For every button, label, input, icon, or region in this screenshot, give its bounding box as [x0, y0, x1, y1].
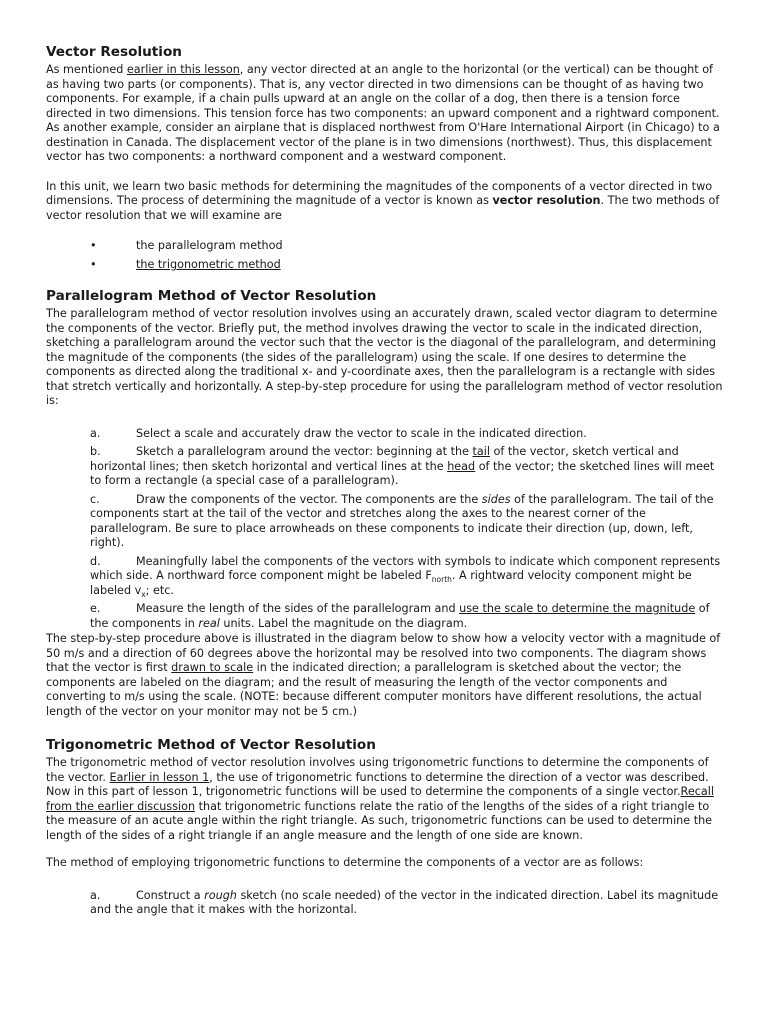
- list-item: [46, 255, 726, 274]
- paragraph-vector-intro: As mentioned earlier in this lesson, any vector directed at an angle to the horizontal (or the vertical) can be thought of as having two parts (or components). That is, any vector directed in two dimensions can be thought of as having two components. For example, if a chain pulls upward at an angle on the collar of a dog, then there is a tension force directed in two dimensions. This tension force has two components: an upward component and a rightward component. As another example, consider an airplane that is displaced northwest from O'Hare International Airport (in Chicago) to a destination in Canada. The displacement vector of the plane is in two dimensions (northwest). Thus, this displacement vector has two components: a northward component and a westward component.: [46, 63, 720, 163]
- list-item: a. Select a scale and accurately draw the vector to scale in the indicated direction.: [90, 426, 587, 440]
- paragraph-trig-method: The method of employing trigonometric functions to determine the components of a vector are as follows:: [46, 856, 644, 869]
- list-item: e. Measure the length of the sides of the parallelogram and use the scale to determine the magnitude of the components in real units. Label the magnitude on the diagram.: [90, 602, 710, 630]
- paragraph-diagram-explanation: The step-by-step procedure above is illustrated in the diagram below to show how a velocity vector with a magnitude of 50 m/s and a direction of 60 degrees above the horizontal may be resolved into two components. The diagram shows that the vector is first drawn to scale in the indicated direction; a parallelogram is sketched about the vector; the components are labeled on the diagram; and the result of measuring the length of the vector components and converting to m/s using the scale. (NOTE: because different computer monitors have different resolutions, the actual length of the vector on your monitor may not be 5 cm.): [46, 632, 721, 718]
- recall-discussion-link[interactable]: Recall from the earlier discussion: [46, 785, 714, 813]
- section-title-parallelogram: Parallelogram Method of Vector Resolution: [46, 288, 377, 304]
- section-title-vector-resolution: Vector Resolution: [46, 44, 182, 60]
- earlier-lesson-link[interactable]: earlier in this lesson: [126, 63, 240, 76]
- document-page: [46, 44, 726, 922]
- list-item: • the parallelogram method: [46, 236, 726, 255]
- list-item: c. Draw the components of the vector. The components are the sides of the parallelogram. The tail of the components start at the tail of the vector and stretches along the axes to the nearest corner of the parallelogram. Be sure to place arrowheads on these components to indicate their direction (up, down, left, right).: [90, 492, 714, 549]
- parallelogram-steps: [46, 427, 726, 632]
- earlier-lesson-1-link[interactable]: Earlier in lesson 1: [109, 770, 210, 784]
- methods-list: [46, 236, 726, 274]
- paragraph-parallelogram-intro: The parallelogram method of vector resolution involves using an accurately drawn, scaled vector diagram to determine the components of the vector. Briefly put, the method involves drawing the vector to scale in the indicated direction, sketching a parallelogram around the vector such that the vector is the diagonal of the parallelogram, and determining the magnitude of the components (the sides of the parallelogram) using the scale. If one desires to determine the components as directed along the traditional x- and y-coordinate axes, then the parallelogram is a rectangle with sides that stretch vertically and horizontally. A step-by-step procedure for using the parallelogram method of vector resolution is:: [46, 307, 723, 407]
- bullet-icon: •: [90, 258, 97, 271]
- list-item: a. Construct a rough sketch (no scale needed) of the vector in the indicated direction. Label its magnitude and the angle that it makes with the horizontal.: [90, 888, 719, 916]
- paragraph-trig-intro: The trigonometric method of vector resolution involves using trigonometric functions to determine the components of the vector. Earlier in lesson 1, the use of trigonometric functions to determine the direction of a vector was described. Now in this part of lesson 1, trigonometric functions will be used to determine the components of a single vector.Recall from the earlier discussion that trigonometric functions relate the ratio of the lengths of the sides of a right triangle to the measure of an acute angle within the right triangle. As such, trigonometric functions can be used to determine the length of the sides of a right triangle if an angle measure and the length of one side are known.: [46, 756, 714, 842]
- drawn-to-scale-link[interactable]: drawn to scale: [171, 661, 254, 674]
- trig-steps: [46, 889, 726, 918]
- trigonometric-method-link[interactable]: the trigonometric method: [136, 258, 281, 271]
- list-item: b. Sketch a parallelogram around the vector: beginning at the tail of the vector, sketch vertical and horizontal lines; then sketch horizontal and vertical lines at the head of the vector; the sketched lines will meet to form a rectangle (a special case of a parallelogram).: [90, 445, 715, 487]
- use-scale-link[interactable]: use the scale to determine the magnitude: [459, 602, 696, 615]
- list-item: d. Meaningfully label the components of the vectors with symbols to indicate which component represents which side. A northward force component might be labeled $F_{north}$. A rightward velocity component might be labeled $v_x$; etc.: [90, 554, 721, 599]
- section-title-trigonometric: Trigonometric Method of Vector Resolution: [46, 737, 376, 753]
- bullet-icon: •: [90, 239, 97, 252]
- paragraph-methods-intro: In this unit, we learn two basic methods for determining the magnitudes of the components of a vector directed in two dimensions. The process of determining the magnitude of a vector is known as vector resolution. The two methods of vector resolution that we will examine are: [46, 179, 720, 222]
